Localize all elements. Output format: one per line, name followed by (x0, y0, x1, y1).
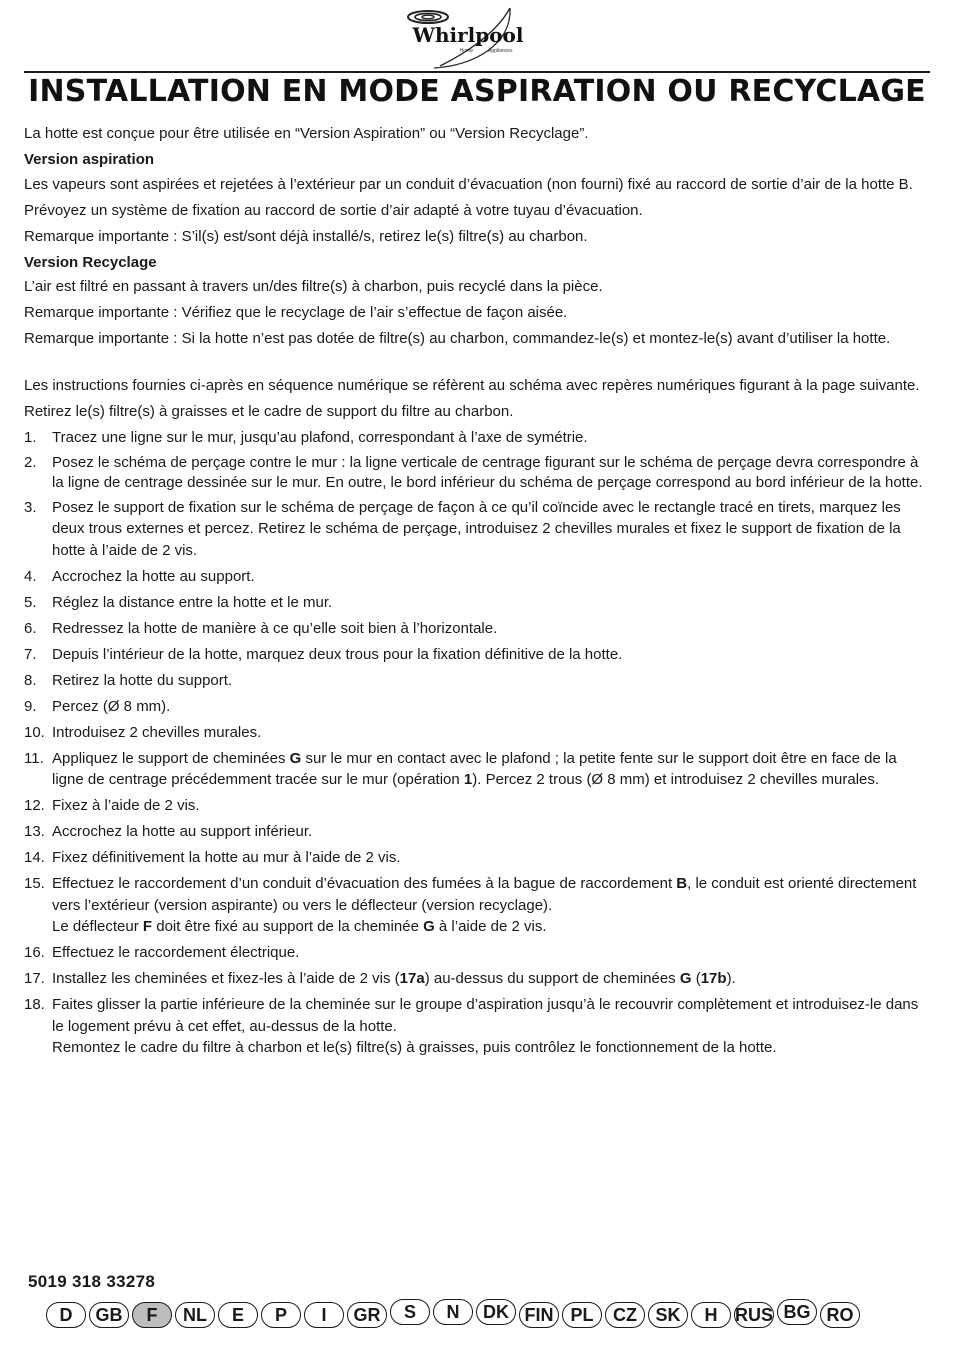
aspiration-paragraph-2: Prévoyez un système de fixation au raccord de sortie d’air adapté à votre tuyau d’évacuation. (24, 201, 643, 219)
step-text-d: ). Percez 2 trous (Ø 8 mm) et introduisez 2 chevilles murales. (472, 771, 880, 788)
step-item (24, 847, 928, 869)
step-text: Depuis l’intérieur de la hotte, marquez deux trous pour la fixation définitive de la hotte. (52, 645, 623, 663)
step-ref-bold: 1 (463, 771, 473, 788)
step-sub-line (52, 916, 928, 938)
step-item (24, 873, 928, 938)
step-number: 13. (24, 823, 45, 840)
intro-paragraph: La hotte est conçue pour être utilisée en “Version Aspiration” ou “Version Recyclage”. (24, 125, 589, 142)
step-ref-bold: 17b (700, 970, 727, 987)
step-text-c: ) au-dessus du support de cheminées (424, 970, 680, 987)
step-item (24, 748, 928, 791)
step-item (24, 942, 928, 964)
step-item (24, 497, 928, 562)
step-text: Effectuez le raccordement électrique. (52, 944, 300, 961)
language-tab-nl[interactable]: NL (175, 1302, 215, 1328)
step-text: Posez le support de fixation sur le schéma de perçage de façon à ce qu’il coïncide avec le rectangle tracé en tirets, marquez les deux trous externes et percez. Retirez le schéma de perçage, introduisez 2 chevilles murales et fixez le support de fixation de la hotte à l’aide de 2 vis. (52, 498, 901, 559)
step-item (24, 722, 928, 744)
step-item (24, 618, 928, 640)
step-text: Tracez une ligne sur le mur, jusqu’au plafond, correspondant à l’axe de symétrie. (52, 429, 588, 446)
step-text-c: sur le mur en contact avec le plafond ; la petite fente sur le support doit être en face de la ligne de centrage précédemment tracée sur le mur (opération (52, 749, 897, 788)
document-code: 5019 318 33278 (28, 1272, 156, 1291)
step-text: Posez le schéma de perçage contre le mur : la ligne verticale de centrage figurant sur le schéma de perçage devra correspondre à la ligne de centrage dessinée sur le mur. En outre, le bord inférieur du schéma de perçage correspond au bord inférieur de la hotte. (52, 454, 923, 491)
language-tab-f[interactable]: F (132, 1302, 172, 1328)
step-text: Introduisez 2 chevilles murales. (52, 723, 262, 741)
step-text-d: ( (691, 970, 701, 987)
language-tab-s[interactable]: S (390, 1299, 430, 1325)
aspiration-paragraph-3: Remarque importante : S’il(s) est/sont déjà installé/s, retirez le(s) filtre(s) au charbon. (24, 227, 588, 245)
step-number: 17. (24, 970, 45, 987)
step-ref-bold: B (676, 875, 688, 892)
step-ref-bold: 17a (399, 970, 425, 987)
step-item (24, 968, 928, 990)
step-number: 7. (24, 645, 37, 663)
installation-steps (24, 427, 928, 1059)
step-item (24, 821, 928, 843)
language-tab-sk[interactable]: SK (648, 1302, 688, 1328)
step-number: 12. (24, 797, 45, 814)
brand-name: Whirlpool (412, 23, 524, 47)
step-number: 4. (24, 567, 37, 585)
paragraph-spacer (24, 354, 928, 375)
step-number: 1. (24, 429, 37, 446)
step-item (24, 427, 928, 449)
step-ref-bold: G (679, 970, 692, 987)
step-number: 14. (24, 849, 45, 866)
page-title: INSTALLATION EN MODE ASPIRATION OU RECYCLAGE (28, 74, 926, 109)
aspiration-paragraph-1: Les vapeurs sont aspirées et rejetées à l’extérieur par un conduit d’évacuation (non fourni) fixé au raccord de sortie d’air de la hotte B. (24, 175, 913, 193)
step-number: 10. (24, 723, 45, 741)
step-text-g: à l’aide de 2 vis. (434, 918, 547, 935)
step-text-e: Le déflecteur (52, 918, 143, 935)
step-text: Faites glisser la partie inférieure de la cheminée sur le groupe d’aspiration jusqu’à le recouvrir complètement et introduisez-le dans le logement prévu à cet effet, au-dessus de la hotte. (52, 996, 919, 1035)
step-number: 18. (24, 996, 45, 1013)
recyclage-paragraph-2: Remarque importante : Vérifiez que le recyclage de l’air s’effectue de façon aisée. (24, 304, 568, 321)
language-tab-fin[interactable]: FIN (519, 1302, 559, 1328)
step-item (24, 994, 928, 1059)
step-text: Percez (Ø 8 mm). (52, 697, 171, 715)
whirlpool-logo (404, 4, 528, 70)
recyclage-paragraph-1: L’air est filtré en passant à travers un/des filtre(s) à charbon, puis recyclé dans la pièce. (24, 278, 603, 295)
language-tab-cz[interactable]: CZ (605, 1302, 645, 1328)
document-body (24, 123, 928, 1063)
step-item (24, 696, 928, 718)
language-tab-d[interactable]: D (46, 1302, 86, 1328)
step-ref-bold: G (289, 749, 302, 767)
step-text-c: , le conduit est orienté directement vers l’extérieur (version aspirante) ou vers le déflecteur (version recyclage). (52, 875, 917, 914)
language-tab-dk[interactable]: DK (476, 1299, 516, 1325)
step-number: 5. (24, 593, 37, 611)
language-tab-ro[interactable]: RO (820, 1302, 860, 1328)
language-tab-i[interactable]: I (304, 1302, 344, 1328)
step-item (24, 566, 928, 588)
step-text-a: Installez les cheminées et fixez-les à l’aide de 2 vis ( (52, 970, 400, 987)
step-ref-bold: G (423, 918, 435, 935)
language-tab-pl[interactable]: PL (562, 1302, 602, 1328)
whirlpool-logo-mark (404, 4, 528, 70)
step-number: 15. (24, 875, 45, 892)
language-tab-gr[interactable]: GR (347, 1302, 387, 1328)
step-sub-line: Remontez le cadre du filtre à charbon et le(s) filtre(s) à graisses, puis contrôlez le fonctionnement de la hotte. (52, 1039, 777, 1056)
step-item (24, 453, 928, 492)
remove-filters-paragraph: Retirez le(s) filtre(s) à graisses et le cadre de support du filtre au charbon. (24, 403, 514, 420)
recyclage-heading: Version Recyclage (24, 253, 157, 271)
step-number: 16. (24, 944, 45, 961)
step-text: Accrochez la hotte au support. (52, 567, 255, 585)
step-text: Fixez à l’aide de 2 vis. (52, 797, 200, 814)
step-number: 9. (24, 697, 37, 715)
brand-tagline-right: Appliances (488, 48, 513, 54)
step-number: 8. (24, 671, 37, 689)
step-text: Fixez définitivement la hotte au mur à l’aide de 2 vis. (52, 849, 401, 866)
step-number: 11. (24, 749, 44, 767)
step-item (24, 644, 928, 666)
brand-tagline-left: Home (459, 48, 473, 54)
step-text: Accrochez la hotte au support inférieur. (52, 823, 313, 840)
step-item (24, 795, 928, 817)
step-ref-bold: F (142, 918, 153, 935)
language-tab-p[interactable]: P (261, 1302, 301, 1328)
step-number: 6. (24, 619, 37, 637)
language-tab-n[interactable]: N (433, 1299, 473, 1325)
language-tab-e[interactable]: E (218, 1302, 258, 1328)
step-text-a: Appliquez le support de cheminées (52, 749, 290, 767)
instructions-intro: Les instructions fournies ci-après en séquence numérique se réfèrent au schéma avec repères numériques figurant à la page suivante. (24, 377, 920, 394)
language-tab-h[interactable]: H (691, 1302, 731, 1328)
step-item (24, 670, 928, 692)
step-text: Réglez la distance entre la hotte et le mur. (52, 593, 333, 611)
language-tab-gb[interactable]: GB (89, 1302, 129, 1328)
recyclage-paragraph-3: Remarque importante : Si la hotte n’est pas dotée de filtre(s) au charbon, commandez-le(s) et montez-le(s) avant d’utiliser la hotte. (24, 330, 891, 347)
step-text-f: doit être fixé au support de la cheminée (152, 918, 424, 935)
step-number: 2. (24, 454, 37, 471)
step-item (24, 592, 928, 614)
step-text: Redressez la hotte de manière à ce qu’elle soit bien à l’horizontale. (52, 619, 498, 637)
language-selector (46, 1299, 916, 1331)
step-number: 3. (24, 498, 37, 516)
step-text-a: Effectuez le raccordement d’un conduit d’évacuation des fumées à la bague de raccordement (52, 875, 677, 892)
language-tab-rus[interactable]: RUS (734, 1302, 774, 1328)
aspiration-heading: Version aspiration (24, 151, 155, 168)
language-tab-bg[interactable]: BG (777, 1299, 817, 1325)
step-text: Retirez la hotte du support. (52, 671, 233, 689)
step-text-e: ). (726, 970, 736, 987)
